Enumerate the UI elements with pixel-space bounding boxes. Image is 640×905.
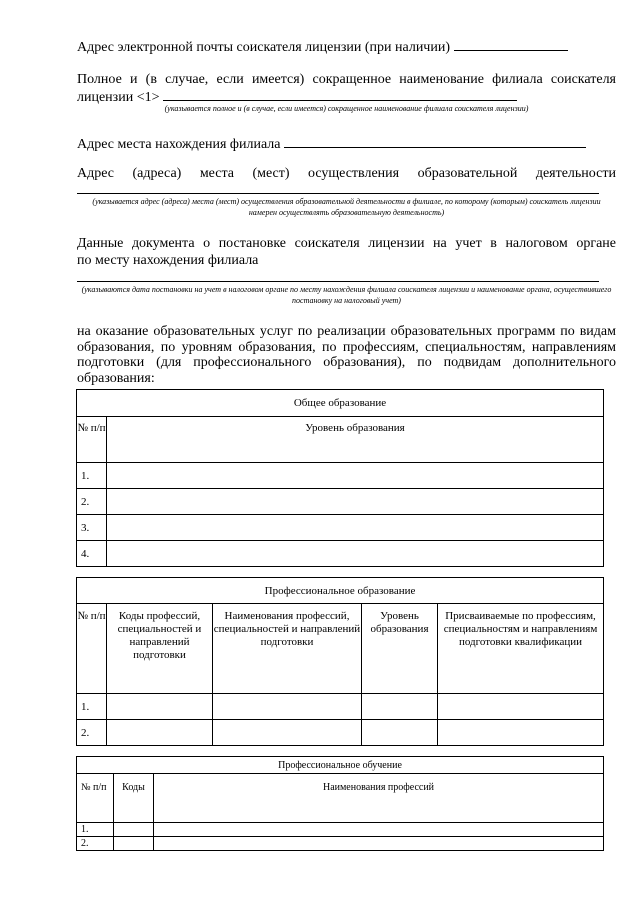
level-cell[interactable]	[107, 463, 604, 489]
codes-cell[interactable]	[107, 694, 213, 720]
tax-field[interactable]	[77, 281, 599, 282]
col-qualifications-header: Присваиваемые по профессиям, специальностям и направлениям подготовки квалификации	[438, 604, 604, 694]
general-education-caption: Общее образование	[77, 390, 604, 417]
table-row: 1.	[77, 463, 604, 489]
activity-address-field[interactable]	[77, 193, 599, 194]
general-education-table	[76, 389, 604, 567]
names-cell[interactable]	[154, 823, 604, 837]
codes-cell[interactable]	[114, 823, 154, 837]
email-field-row	[77, 38, 568, 56]
branch-name-line1: Полное и (в случае, если имеется) сокращенное наименование филиала соискателя	[77, 72, 616, 87]
table-row: 4.	[77, 541, 604, 567]
branch-name-label: лицензии <1>	[77, 90, 160, 105]
table-row: 1.	[77, 823, 604, 837]
branch-name-field[interactable]	[163, 88, 517, 101]
col-codes-header: Коды	[114, 774, 154, 823]
qualifications-cell[interactable]	[438, 694, 604, 720]
col-level-header: Уровень образования	[362, 604, 438, 694]
tax-line1: Данные документа о постановке соискателя лицензии на учет в налоговом органе	[77, 236, 616, 251]
col-names-header: Наименования профессий, специальностей и направлений подготовки	[213, 604, 362, 694]
table-row: 2.	[77, 720, 604, 746]
names-cell[interactable]	[213, 694, 362, 720]
branch-address-field[interactable]	[284, 135, 586, 148]
qualifications-cell[interactable]	[438, 720, 604, 746]
professional-training-caption: Профессиональное обучение	[77, 757, 604, 774]
level-cell[interactable]	[362, 694, 438, 720]
names-cell[interactable]	[154, 837, 604, 851]
professional-training-table	[76, 756, 604, 851]
tax-note: (указываются дата постановки на учет в налоговом органе по месту нахождения филиала соискателя лицензии и наименование органа, осуществившего постановку на налоговый учет)	[81, 285, 612, 305]
services-paragraph: на оказание образовательных услуг по реализации образовательных программ по видам образования, по уровням образования, по профессиям, специальностям, направлениям подготовки (для профессионального образования), по подвидам дополнительного образования:	[77, 324, 616, 386]
table-row: 2.	[77, 837, 604, 851]
table-row: 1.	[77, 694, 604, 720]
professional-education-caption: Профессиональное образование	[77, 578, 604, 604]
level-cell[interactable]	[107, 515, 604, 541]
col-level-header: Уровень образования	[107, 417, 604, 463]
col-codes-header: Коды профессий, специальностей и направлений подготовки	[107, 604, 213, 694]
email-field[interactable]	[454, 38, 568, 51]
branch-name-note: (указывается полное и (в случае, если имеется) сокращенное наименование филиала соискателя лицензии)	[164, 104, 529, 113]
table-row: 3.	[77, 515, 604, 541]
activity-address-note: (указывается адрес (адреса) места (мест) осуществления образовательной деятельности в филиале, по которому (которым) соискатель лицензии намерен осуществлять образовательную деятельность)	[92, 197, 601, 217]
level-cell[interactable]	[107, 541, 604, 567]
level-cell[interactable]	[362, 720, 438, 746]
branch-address-row	[77, 135, 586, 153]
col-num-header: № п/п	[77, 774, 114, 823]
names-cell[interactable]	[213, 720, 362, 746]
email-label: Адрес электронной почты соискателя лицензии (при наличии)	[77, 40, 450, 55]
table-row: 2.	[77, 489, 604, 515]
professional-education-table	[76, 577, 604, 746]
codes-cell[interactable]	[107, 720, 213, 746]
level-cell[interactable]	[107, 489, 604, 515]
activity-address-label: Адрес (адреса) места (мест) осуществления образовательной деятельности	[77, 166, 616, 181]
tax-line2: по месту нахождения филиала	[77, 253, 259, 268]
codes-cell[interactable]	[114, 837, 154, 851]
branch-address-label: Адрес места нахождения филиала	[77, 137, 281, 152]
col-num-header: № п/п	[77, 604, 107, 694]
col-names-header: Наименования профессий	[154, 774, 604, 823]
col-num-header: № п/п	[77, 417, 107, 463]
